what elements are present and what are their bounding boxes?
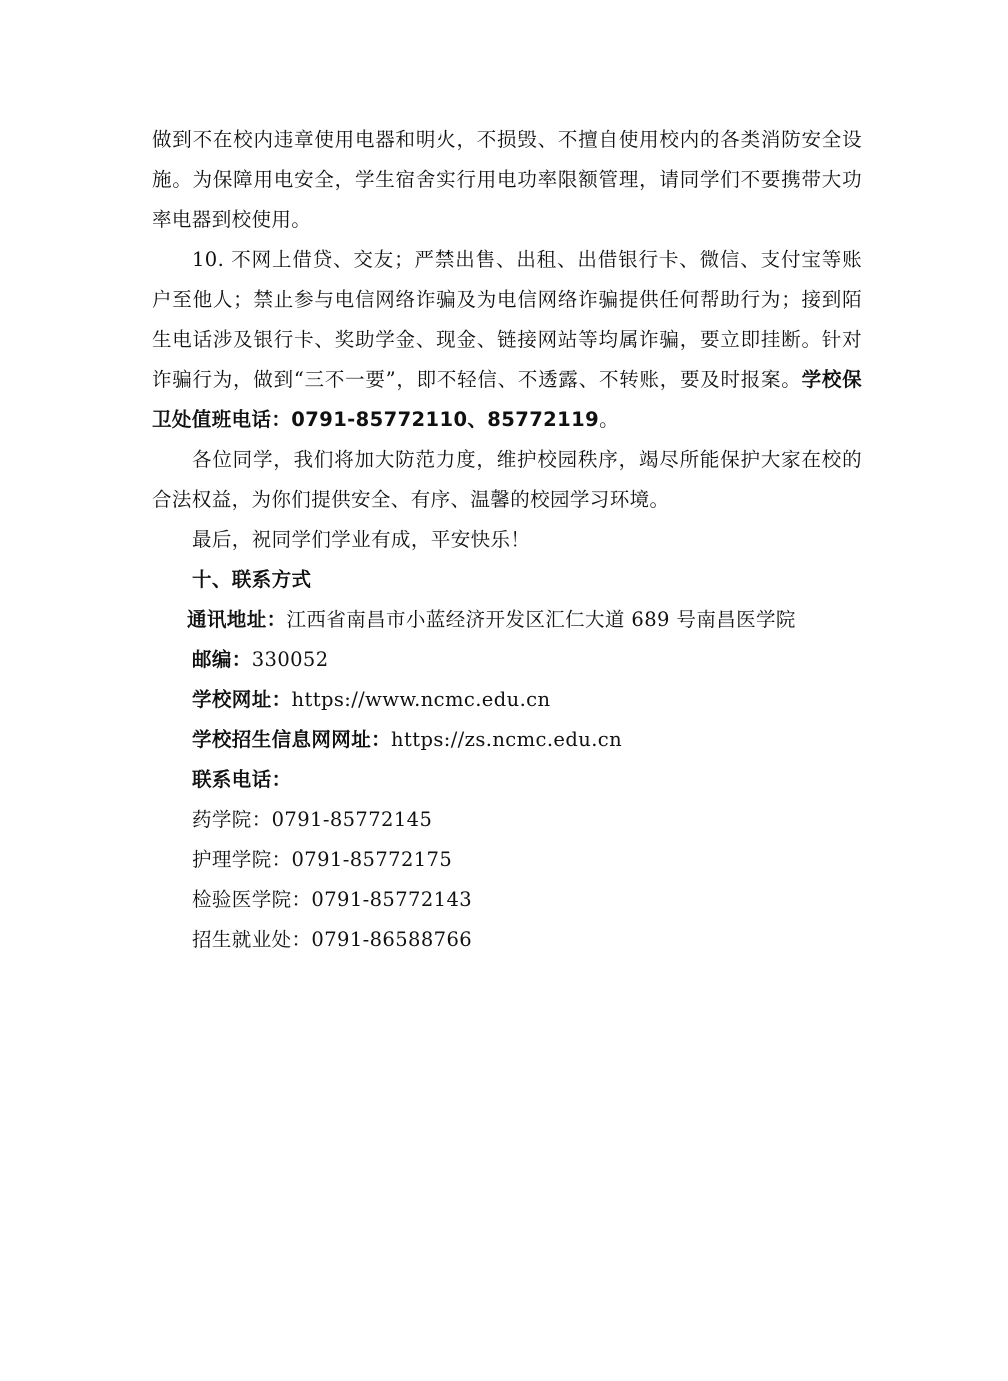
document-body — [152, 120, 862, 960]
website-link[interactable]: https://www.ncmc.edu.cn — [291, 688, 551, 711]
phone-laboratory-medicine: 检验医学院：0791-85772143 — [192, 888, 473, 911]
anti-fraud-text: 10. 不网上借贷、交友；严禁出售、出租、出借银行卡、微信、支付宝等账户至他人；禁止参与电信网络诈骗及为电信网络诈骗提供任何帮助行为；接到陌生电话涉及银行卡、奖助学金、现金、链接网站等均属诈骗，要立即挂断。针对诈骗行为，做到“三不一要”，即不轻信、不透露、不转账，要及时报案。 — [152, 248, 862, 391]
postcode-label: 邮编： — [192, 648, 252, 671]
anti-fraud-end: 。 — [599, 408, 619, 431]
paragraph-fire-safety: 做到不在校内违章使用电器和明火，不损毁、不擅自使用校内的各类消防安全设施。为保障用电安全，学生宿舍实行用电功率限额管理，请同学们不要携带大功率电器到校使用。 — [152, 128, 862, 231]
contact-heading: 十、联系方式 — [192, 568, 312, 591]
contact-phone-heading: 联系电话： — [192, 768, 292, 791]
address-value: 江西省南昌市小蓝经济开发区汇仁大道 689 号南昌医学院 — [286, 608, 796, 631]
phone-pharmacy: 药学院：0791-85772145 — [192, 808, 433, 831]
phone-admissions-office: 招生就业处：0791-86588766 — [192, 928, 473, 951]
postcode-value: 330052 — [251, 648, 329, 671]
phone-nursing: 护理学院：0791-85772175 — [192, 848, 453, 871]
paragraph-anti-fraud — [152, 240, 862, 440]
admission-site-link[interactable]: https://zs.ncmc.edu.cn — [391, 728, 623, 751]
paragraph-campus-order: 各位同学，我们将加大防范力度，维护校园秩序，竭尽所能保护大家在校的合法权益，为你们提供安全、有序、温馨的校园学习环境。 — [152, 448, 862, 511]
contact-website — [192, 680, 862, 720]
paragraph-closing: 最后，祝同学们学业有成，平安快乐！ — [192, 528, 531, 551]
contact-address — [187, 600, 862, 640]
contact-postcode — [192, 640, 862, 680]
admission-site-label: 学校招生信息网网址： — [192, 728, 392, 751]
website-label: 学校网址： — [192, 688, 292, 711]
contact-admission-site — [192, 720, 862, 760]
security-office-phone: 学校保卫处值班电话：0791-85772110、85772119 — [152, 368, 863, 431]
address-label: 通讯地址： — [187, 608, 287, 631]
